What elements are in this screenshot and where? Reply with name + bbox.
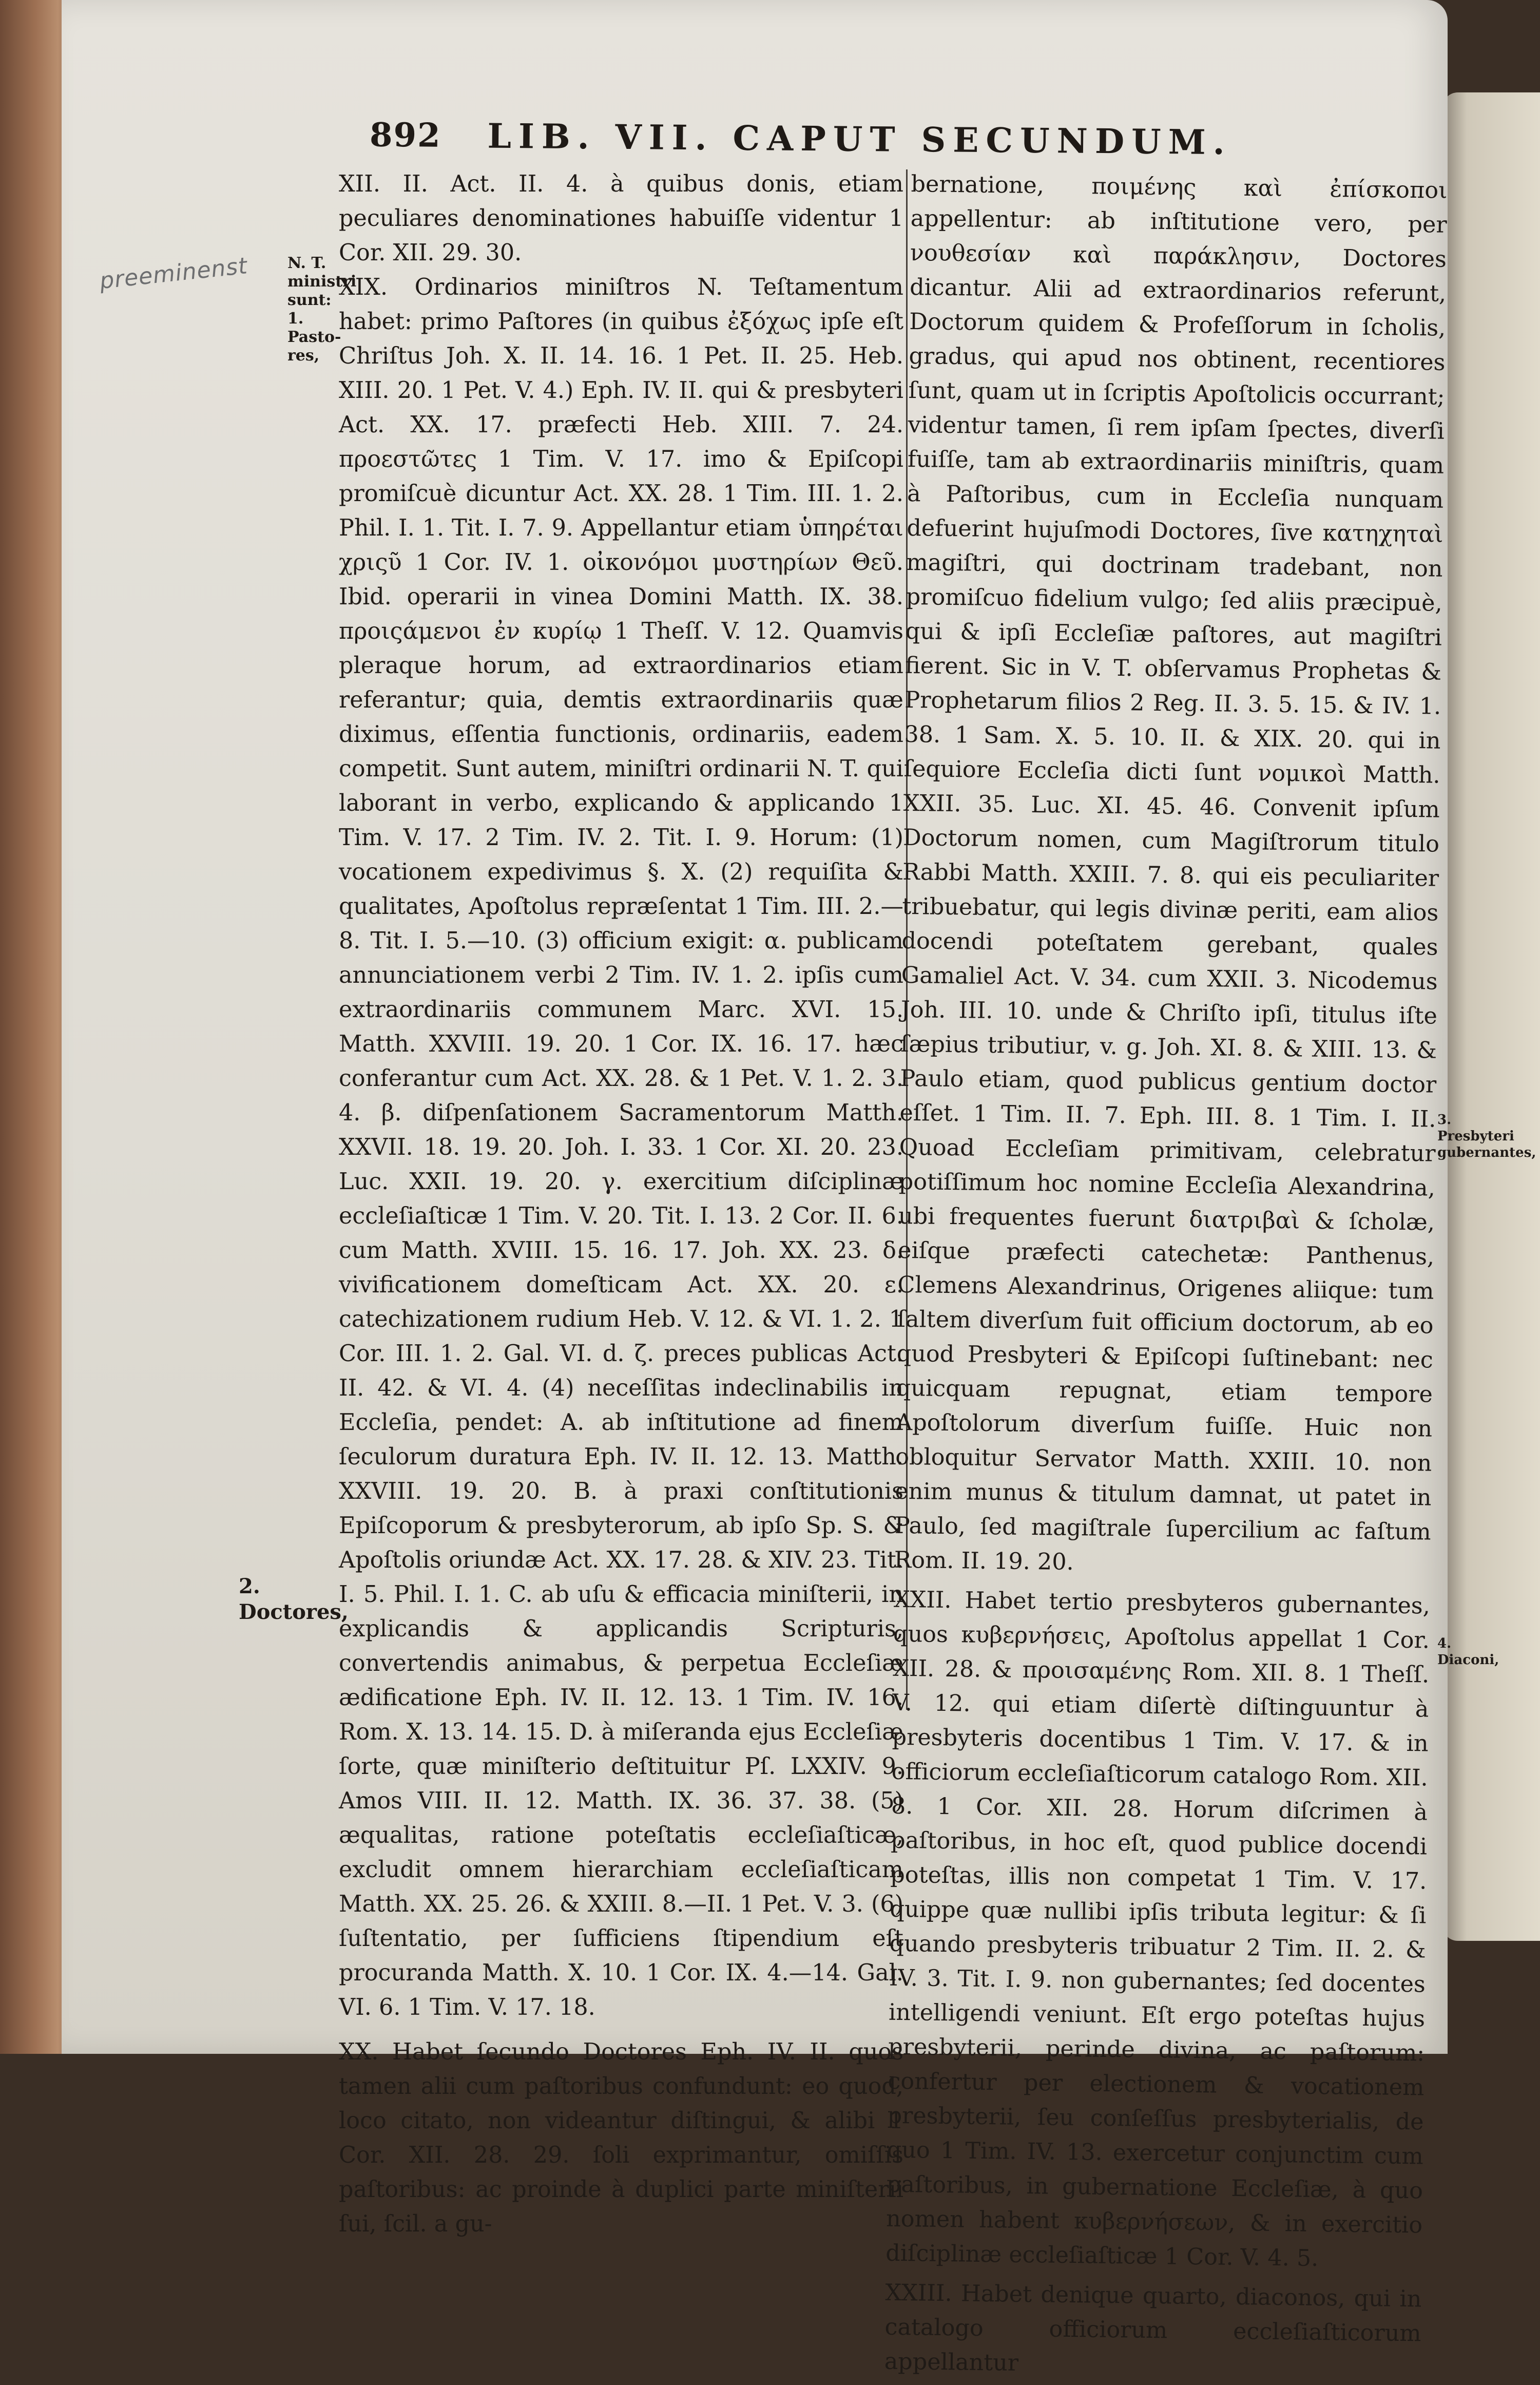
paragraph-xx: XX. Habet ſecundo Doctores Eph. IV. II. quos tamen alii cum paſtoribus confundunt: eo quod, loco citato, non videantur diſtingui, & alibi 1 Cor. XII. 28. 29. ſoli exprimantur, omiſſis paſtoribus: ac proinde à duplici parte miniſterii ſui, ſcil. a gu- — [339, 2039, 903, 2237]
paragraph-xix: XIX. Ordinarios miniſtros N. Teſtamentum habet: primo Paſtores (in quibus ἐξόχως ipſe eſt Chriſtus Joh. X. II. 14. 16. 1 Pet. II. 25. Heb. XIII. 20. 1 Pet. V. 4.) Eph. IV. II. qui & presbyteri Act. XX. 17. præfecti Heb. XIII. 7. 24. προεστῶτες 1 Tim. V. 17. imo & Epiſcopi promiſcuè dicuntur Act. XX. 28. 1 Tim. III. 1. 2. Phil. I. 1. Tit. I. 7. 9. Appellantur etiam ὑπηρέται χριςῦ 1 Cor. IV. 1. οἰκονόμοι μυστηρίων Θεῦ. Ibid. operarii in vinea Domini Matth. IX. 38. προιςάμενοι ἐν κυρίῳ 1 Theſſ. V. 12. Quamvis pleraque horum, ad extraordinarios etiam referantur; quia, demtis extraordinariis quæ diximus, eſſentia functionis, ordinariis, eadem competit. Sunt autem, miniſtri ordinarii N. T. qui laborant in verbo, explicando & applicando 1 Tim. V. 17. 2 Tim. IV. 2. Tit. I. 9. Horum: (1) vocationem expedivimus §. X. (2) requiſita & qualitates, Apoſtolus repræſentat 1 Tim. III. 2.—8. Tit. I. 5.—10. (3) officium exigit: α. publicam annunciationem verbi 2 Tim. IV. 1. 2. ipſis cum extraordinariis communem Marc. XVI. 15. Matth. XXVIII. 19. 20. 1 Cor. IX. 16. 17. hæc conferantur cum Act. XX. 28. & 1 Pet. V. 1. 2. 3. 4. β. diſpenſationem Sacramentorum Matth. XXVII. 18. 19. 20. Joh. I. 33. 1 Cor. XI. 20. 23. Luc. XXII. 19. 20. γ. exercitium diſciplinæ eccleſiaſticæ 1 Tim. V. 20. Tit. I. 13. 2 Cor. II. 6. cum Matth. XVIII. 15. 16. 17. Joh. XX. 23. δ. vivificationem domeſticam Act. XX. 20. ε. catechizationem rudium Heb. V. 12. & VI. 1. 2. 1 Cor. III. 1. 2. Gal. VI. d. ζ. preces publicas Act. II. 42. & VI. 4. (4) neceſſitas indeclinabilis in Eccleſia, pendet: A. ab inſtitutione ad finem ſeculorum duratura Eph. IV. II. 12. 13. Matth. XXVIII. 19. 20. B. à praxi conſtitutionis Epiſcoporum & presbyterorum, ab ipſo Sp. S. & Apoſtolis oriundæ Act. XX. 17. 28. & XIV. 23. Tit. I. 5. Phil. I. 1. C. ab uſu & efficacia miniſterii, in explicandis & applicandis Scripturis, convertendis animabus, & perpetua Eccleſiæ ædificatione Eph. IV. II. 12. 13. 1 Tim. IV. 16. Rom. X. 13. 14. 15. D. à miſeranda ejus Eccleſiæ ſorte, quæ miniſterio deſtituitur Pſ. LXXIV. 9. Amos VIII. II. 12. Matth. IX. 36. 37. 38. (5) æqualitas, ratione poteſtatis eccleſiaſticæ, excludit omnem hierarchiam eccleſiaſticam Matth. XX. 25. 26. & XXIII. 8.—II. 1 Pet. V. 3. (6) ſuſtentatio, per ſufficiens ſtipendium eſt procuranda Matth. X. 10. 1 Cor. IX. 4.—14. Gal. VI. 6. 1 Tim. V. 17. 18. — [339, 274, 903, 2020]
handwritten-annotation-text: preeminenst — [98, 253, 249, 295]
margin-note-presbyteri: 3. Presbyteri gubernantes, — [1437, 1112, 1536, 1160]
paragraph-intro-fragment: XII. II. Act. II. 4. à quibus donis, etiam peculiares denominationes habuiſſe videntur 1 Cor. XII. 29. 30. — [339, 171, 903, 266]
page-header — [370, 107, 1243, 171]
left-column — [339, 167, 903, 2241]
margin-note-diaconi: 4. Diaconi, — [1437, 1636, 1499, 1668]
margin-note-nt-ministri: N. T. ministri sunt: 1. Pasto-res, — [287, 254, 357, 365]
right-column — [884, 167, 1448, 2385]
margin-note-doctores: 2. Doctores, — [239, 1574, 349, 1624]
paragraph-xxiii: XXIII. Habet denique quarto, diaconos, qui in catalogo officiorum eccleſiaſticorum appellantur — [884, 2279, 1422, 2376]
running-title: LIB. VII. CAPUT SECUNDUM. — [487, 116, 1233, 163]
paragraph-xxii: XXII. Habet tertio presbyteros gubernantes, quos κυβερνήσεις, Apoſtolus appellat 1 Cor. XII. 28. & προισαμένης Rom. XII. 8. 1 Theſſ. V. 12. qui etiam diſertè diſtinguuntur à presbyteris docentibus 1 Tim. V. 17. & in officiorum eccleſiaſticorum catalogo Rom. XII. 8. 1 Cor. XII. 28. Horum diſcrimen à paſtoribus, in hoc eſt, quod publice docendi poteſtas, illis non competat 1 Tim. V. 17. quippe quæ nullibi ipſis tributa legitur: & ſi quando presbyteris tribuatur 2 Tim. II. 2. & IV. 3. Tit. I. 9. non gubernantes; ſed docentes intelligendi veniunt. Eſt ergo poteſtas hujus presbyterii, perinde divina, ac paſtorum: confertur per electionem & vocationem presbyterii, ſeu conſeſſus presbyterialis, de quo 1 Tim. IV. 13. exercetur conjunctim cum paſtoribus, in gubernatione Eccleſiæ, à quo nomen habent κυβερνήσεων, & in exercitio diſciplinæ eccleſiaſticæ 1 Cor. V. 4. 5. — [886, 1586, 1431, 2272]
paragraph-xx-continued: bernatione, ποιμένης καὶ ἐπίσκοποι appellentur: ab inſtitutione vero, per νουθεσίαν καὶ παράκλησιν, Doctores dicantur. Alii ad extraordinarios referunt, Doctorum quidem & Profeſſorum in ſcholis, gradus, qui apud nos obtinent, recentiores ſunt, quam ut in ſcriptis Apoſtolicis occurrant; videntur tamen, ſi rem ipſam ſpectes, diverſi fuiſſe, tam ab extraordinariis miniſtris, quam à Paſtoribus, cum in Eccleſia nunquam defuerint hujuſmodi Doctores, ſive κατηχηταὶ magiſtri, qui doctrinam tradebant, non promiſcuo fidelium vulgo; ſed aliis præcipuè, qui & ipſi Eccleſiæ paſtores, aut magiſtri fierent. Sic in V. T. obſervamus Prophetas & Prophetarum filios 2 Reg. II. 3. 5. 15. & IV. 1. 38. 1 Sam. X. 5. 10. II. & XIX. 20. qui in ſequiore Eccleſia dicti ſunt νομικοὶ Matth. XXII. 35. Luc. XI. 45. 46. Convenit ipſum Doctorum nomen, cum Magiſtrorum titulo Rabbi Matth. XXIII. 7. 8. qui eis peculiariter tribuebatur, qui legis divinæ periti, eam alios docendi poteſtatem gerebant, quales Gamaliel Act. V. 34. cum XXII. 3. Nicodemus Joh. III. 10. unde & Chriſto ipſi, titulus iſte ſæpius tributiur, v. g. Joh. XI. 8. & XIII. 13. & Paulo etiam, quod publicus gentium doctor eſſet. 1 Tim. II. 7. Eph. III. 8. 1 Tim. I. II. Quoad Eccleſiam primitivam, celebratur potiſſimum hoc nomine Eccleſia Alexandrina, ubi frequentes fuerunt διατριβαὶ & ſcholæ, eiſque præfecti catechetæ: Panthenus, Clemens Alexandrinus, Origenes aliique: tum ſaltem diverſum fuit officium doctorum, ab eo quod Presbyteri & Epiſcopi ſuſtinebant: nec quicquam repugnat, etiam tempore Apoſtolorum diverſum fuiſſe. Huic non obloquitur Servator Matth. XXIII. 10. non enim munus & titulum damnat, ut patet in Paulo, ſed magiſtrale ſupercilium ac faſtum Rom. II. 19. 20. — [894, 170, 1448, 1576]
page-number: 892 — [369, 116, 441, 155]
